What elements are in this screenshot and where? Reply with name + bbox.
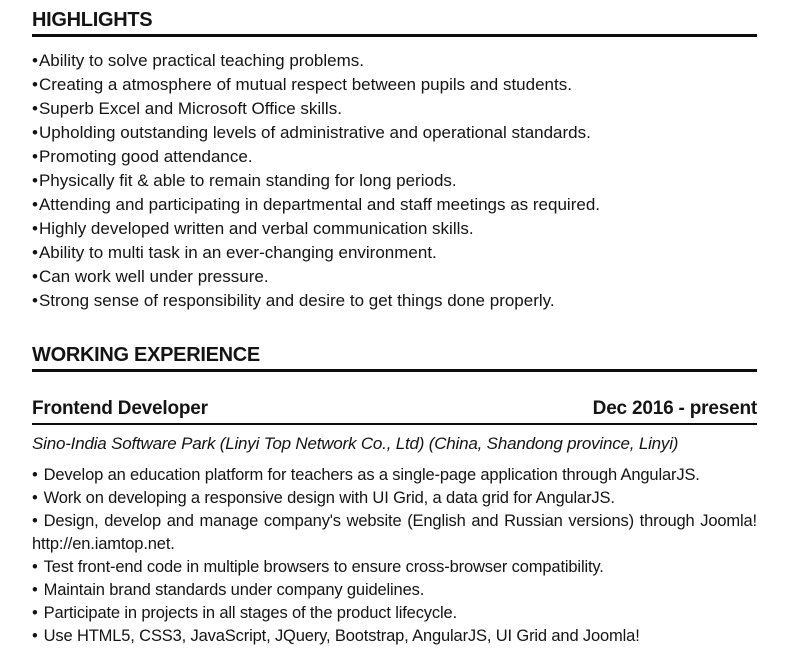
highlights-section-heading: HIGHLIGHTS [32,8,757,37]
job-company-line: Sino-India Software Park (Linyi Top Network Co., Ltd) (China, Shandong province, Linyi) [32,434,679,453]
bullet-icon: • [32,123,38,142]
highlight-item-text: Promoting good attendance. [38,147,253,166]
bullet-icon: • [32,291,38,310]
bullet-icon: • [32,99,38,118]
highlight-item-text: Ability to multi task in an ever-changing environment. [38,243,437,262]
experience-item [32,579,757,602]
bullet-icon: • [32,512,38,530]
highlight-item [32,49,757,73]
bullet-icon: • [32,267,38,286]
bullet-icon: • [32,171,38,190]
bullet-icon: • [32,627,38,645]
highlight-item [32,97,757,121]
experience-item [32,556,757,579]
highlight-item-text: Ability to solve practical teaching problems. [38,51,364,70]
experience-item-text: Participate in projects in all stages of the product lifecycle. [43,604,457,622]
highlight-item [32,193,757,217]
bullet-icon: • [32,51,38,70]
bullet-icon: • [32,75,38,94]
highlight-item-text: Creating a atmosphere of mutual respect between pupils and students. [38,75,572,94]
bullet-icon: • [32,243,38,262]
experience-duties-list [32,464,757,648]
highlight-item [32,217,757,241]
bullet-icon: • [32,581,38,599]
working-experience-section-heading: WORKING EXPERIENCE [32,343,757,372]
highlight-item [32,121,757,145]
highlight-item [32,73,757,97]
highlight-item-text: Strong sense of responsibility and desire to get things done properly. [38,291,555,310]
experience-item [32,487,757,510]
bullet-icon: • [32,558,38,576]
experience-item [32,464,757,487]
bullet-icon: • [32,604,38,622]
highlight-item [32,241,757,265]
bullet-icon: • [32,466,38,484]
highlight-item [32,265,757,289]
highlight-item [32,289,757,313]
highlight-item-text: Superb Excel and Microsoft Office skills. [38,99,342,118]
experience-item [32,625,757,648]
experience-item-text: Use HTML5, CSS3, JavaScript, JQuery, Bootstrap, AngularJS, UI Grid and Joomla! [43,627,640,645]
highlight-item [32,145,757,169]
bullet-icon: • [32,195,38,214]
experience-item-text: Work on developing a responsive design with UI Grid, a data grid for AngularJS. [43,489,615,507]
highlight-item-text: Upholding outstanding levels of administrative and operational standards. [38,123,591,142]
highlight-item [32,169,757,193]
highlight-item-text: Highly developed written and verbal communication skills. [38,219,474,238]
highlight-item-text: Physically fit & able to remain standing for long periods. [38,171,457,190]
experience-item-text: Develop an education platform for teachers as a single-page application through AngularJS. [43,466,700,484]
job-dates: Dec 2016 - present [592,398,757,419]
job-title: Frontend Developer [32,398,208,419]
experience-item-text: Maintain brand standards under company guidelines. [43,581,425,599]
experience-item-text: Test front-end code in multiple browsers to ensure cross-browser compatibility. [43,558,604,576]
experience-item-text: Design, develop and manage company's website (English and Russian versions) through Joomla! http://en.iamtop.net. [32,512,757,553]
highlights-list [32,49,757,313]
experience-item [32,602,757,625]
bullet-icon: • [32,219,38,238]
bullet-icon: • [32,489,38,507]
highlight-item-text: Attending and participating in departmental and staff meetings as required. [38,195,600,214]
experience-item [32,510,757,556]
highlight-item-text: Can work well under pressure. [38,267,269,286]
bullet-icon: • [32,147,38,166]
job-header [32,398,757,425]
